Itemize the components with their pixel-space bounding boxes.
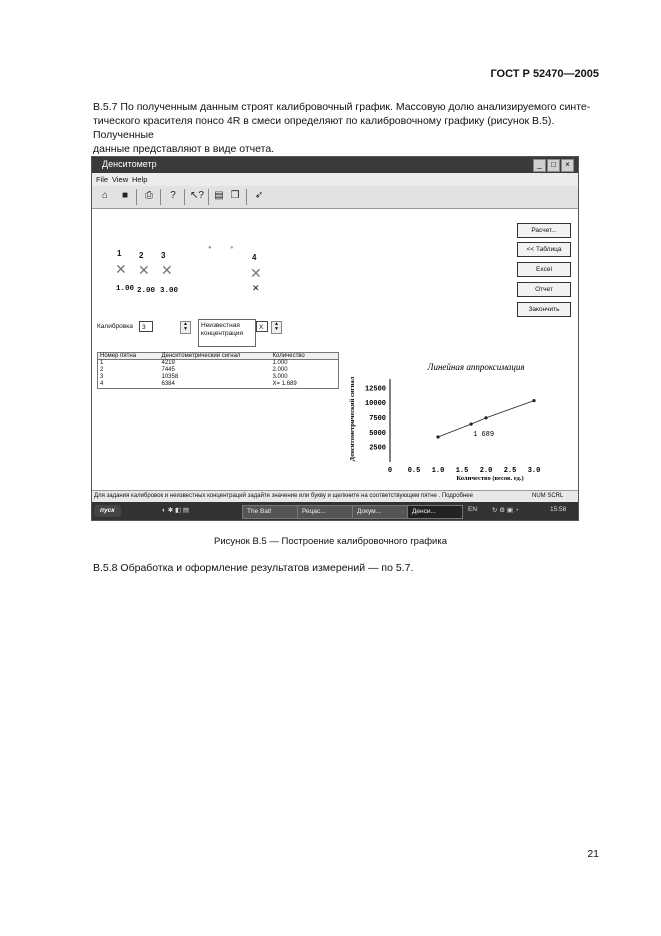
taskbar-button[interactable]: The Bat! — [242, 505, 298, 519]
table-cell: 7445 — [161, 367, 175, 373]
status-bar — [92, 490, 578, 502]
paragraph-b58: В.5.8 Обработка и оформление результатов измерений — по 5.7. — [93, 562, 414, 574]
table-cell: 2 — [100, 367, 104, 373]
taskbar-button[interactable]: Денси... — [407, 505, 463, 519]
document-header: ГОСТ Р 52470—2005 — [490, 68, 599, 80]
table-button[interactable]: << Таблица — [517, 242, 571, 257]
table-cell: 4219 — [161, 360, 175, 366]
spot-dot: ● — [230, 245, 234, 251]
quick-launch-icon[interactable]: ◐ ✱ ◧ ▤ — [162, 507, 190, 514]
spot-value: 1.00 — [116, 285, 135, 293]
calibration-input[interactable]: 3 — [139, 321, 153, 332]
y-axis-label: Денситометрический сигнал — [349, 376, 356, 462]
toolbar-separator — [136, 189, 137, 205]
table-cell: 4 — [100, 381, 104, 387]
data-point — [469, 423, 472, 426]
x-tick-label: 0.5 — [407, 467, 421, 475]
copy-icon[interactable]: ❐ — [230, 190, 240, 201]
spot-number: 4 — [252, 253, 257, 262]
data-point — [532, 399, 535, 402]
data-point — [436, 435, 439, 438]
print-icon[interactable]: ⎙ — [145, 190, 153, 201]
table-row[interactable] — [98, 360, 338, 367]
close-icon[interactable]: × — [561, 159, 574, 172]
start-button[interactable]: пуск — [94, 505, 121, 517]
x-tick-label: 1.0 — [431, 467, 445, 475]
spot-marker[interactable]: ✕ — [115, 261, 127, 277]
paragraph-b57 — [93, 100, 603, 156]
table-row[interactable] — [98, 367, 338, 374]
page-number: 21 — [587, 848, 599, 860]
x-tick-label: 3.0 — [527, 467, 541, 475]
clock: 15:58 — [550, 506, 567, 513]
exit-icon[interactable]: ➶ — [254, 190, 264, 201]
maximize-icon[interactable]: □ — [547, 159, 560, 172]
x-axis-label: Количество (весов. ед.) — [456, 475, 524, 482]
table-cell: 6384 — [161, 381, 175, 387]
unknown-label: Неизвестная — [201, 322, 240, 329]
table-cell: 10358 — [161, 374, 179, 380]
calibration-label: Калибровка — [97, 323, 133, 330]
title-bar — [92, 157, 578, 173]
annotation-label: 1 689 — [473, 431, 495, 440]
language-indicator[interactable]: EN — [468, 506, 478, 513]
save-icon[interactable]: ■ — [121, 190, 129, 201]
calibration-chart — [344, 349, 572, 487]
spot-marker[interactable]: ✕ — [250, 265, 262, 281]
table-cell: X= 1.689 — [272, 381, 297, 387]
x-tick-label: 2.0 — [479, 467, 493, 475]
unknown-input[interactable]: X — [256, 321, 268, 332]
report-button[interactable]: Отчет — [517, 282, 571, 297]
results-table — [97, 352, 339, 389]
table-header — [98, 353, 338, 360]
menu-bar — [92, 173, 578, 186]
x-tick-label: 0 — [387, 467, 393, 475]
taskbar-button[interactable]: Докум... — [352, 505, 408, 519]
spot-dot: ● — [208, 245, 212, 251]
spot-value: 3.00 — [160, 287, 179, 295]
table-cell: 1 — [100, 360, 104, 366]
spot-value: 2.00 — [137, 287, 156, 295]
table-cell: 3 — [100, 374, 104, 380]
toolbar-separator — [208, 189, 209, 205]
column-header[interactable]: Количество — [272, 353, 305, 359]
x-tick-label: 2.5 — [503, 467, 517, 475]
toolbar-separator — [246, 189, 247, 205]
paragraph-line: В.5.7 По полученным данным строят калибровочный график. Массовую долю анализируемого синте- — [93, 101, 591, 113]
window-title: Денситометр — [102, 159, 157, 169]
status-indicators: NUM SCRL — [532, 493, 564, 499]
table-cell: 3.000 — [272, 374, 288, 380]
y-tick-label: 12500 — [364, 385, 386, 394]
table-cell: 2.000 — [272, 367, 288, 373]
unknown-concentration-box — [198, 319, 256, 347]
densitometer-window — [91, 156, 579, 521]
chart-title: Линейная аппроксимация — [427, 362, 525, 372]
scan-icon[interactable]: ▤ — [214, 190, 224, 201]
spot-marker[interactable]: ✕ — [161, 262, 173, 278]
excel-button[interactable]: Excel — [517, 262, 571, 277]
status-text: Для задания калибровок и неизвестных концентраций задайте значение или букву и щелкните на соответствующем пятне . Подробнее — [94, 493, 473, 499]
open-icon[interactable]: ⌂ — [101, 190, 109, 201]
y-tick-label: 7500 — [369, 415, 386, 424]
unknown-spinner[interactable]: ▲ ▼ — [271, 321, 282, 334]
context-help-icon[interactable]: ↖? — [190, 190, 204, 201]
calculate-button[interactable]: Расчет... — [517, 223, 571, 238]
help-icon[interactable]: ? — [170, 190, 176, 201]
calibration-spinner[interactable]: ▲ ▼ — [180, 321, 191, 334]
paragraph-line: данные представляют в виде отчета. — [93, 143, 275, 155]
table-row[interactable] — [98, 374, 338, 381]
spot-marker[interactable]: ✕ — [138, 262, 150, 278]
menu-view[interactable]: View — [112, 175, 129, 184]
taskbar-button[interactable]: Рецас... — [297, 505, 353, 519]
y-tick-label: 2500 — [369, 444, 386, 453]
y-tick-label: 10000 — [364, 400, 386, 409]
spot-number: 1 — [117, 249, 122, 258]
paragraph-line: тического красителя понсо 4R в смеси определяют по калибровочному графику (рисунок В.5). Полученные — [93, 115, 555, 141]
toolbar — [92, 186, 578, 209]
y-tick-label: 5000 — [369, 429, 386, 438]
x-tick-label: 1.5 — [455, 467, 469, 475]
table-row[interactable] — [98, 381, 338, 388]
spot-marker[interactable]: ✕ — [252, 283, 260, 293]
figure-caption: Рисунок В.5 — Построение калибровочного графика — [213, 536, 448, 547]
column-header[interactable]: Номер пятна — [100, 353, 137, 359]
toolbar-separator — [184, 189, 185, 205]
table-cell: 1.000 — [272, 360, 288, 366]
column-header[interactable]: Денситометрический сигнал — [161, 353, 241, 359]
menu-file[interactable]: File — [96, 175, 109, 184]
toolbar-separator — [160, 189, 161, 205]
menu-help[interactable]: Help — [132, 175, 148, 184]
tray-icons[interactable]: ↻ ⚙ ▣ ◔ — [492, 507, 519, 514]
minimize-icon[interactable]: _ — [533, 159, 546, 172]
finish-button[interactable]: Закончить — [517, 302, 571, 317]
spot-number: 3 — [161, 251, 166, 260]
spot-number: 2 — [139, 251, 144, 260]
taskbar — [92, 502, 578, 520]
client-area — [92, 209, 578, 490]
data-point — [484, 416, 487, 419]
unknown-label: концентрация — [201, 330, 244, 337]
